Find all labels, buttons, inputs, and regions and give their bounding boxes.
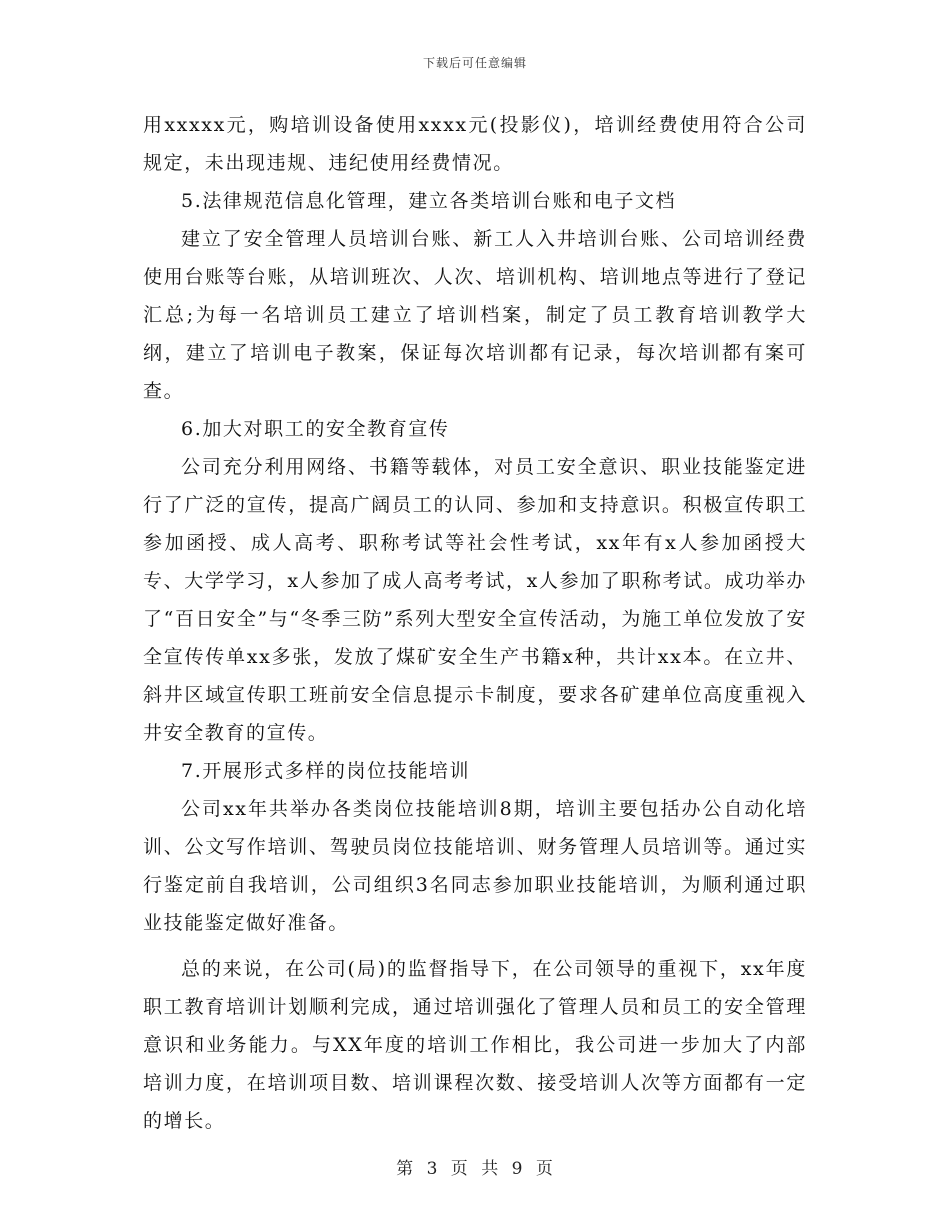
page-footer: 第 3 页 共 9 页 <box>396 1159 554 1179</box>
section-heading-5: 5.法律规范信息化管理，建立各类培训台账和电子文档 <box>181 190 677 212</box>
section-heading-7: 7.开展形式多样的岗位技能培训 <box>181 760 471 782</box>
document-body <box>143 106 807 1140</box>
paragraph-publicity: 公司充分利用网络、书籍等载体，对员工安全意识、职业技能鉴定进行了广泛的宣传，提高广阔员工的认同、参加和支持意识。积极宣传职工参加函授、成人高考、职称考试等社会性考试，xx年有x人参加函授大专、大学学习，x人参加了成人高考考试，x人参加了职称考试。成功举办了“百日安全”与“冬季三防”系列大型安全宣传活动，为施工单位发放了安全宣传传单xx多张，发放了煤矿安全生产书籍x种，共计xx本。在立井、斜井区域宣传职工班前安全信息提示卡制度，要求各矿建单位高度重视入井安全教育的宣传。 <box>143 456 807 744</box>
page-header: 下载后可任意编辑 <box>422 56 527 70</box>
paragraph-skills-training: 公司xx年共举办各类岗位技能培训8期，培训主要包括办公自动化培训、公文写作培训、驾驶员岗位技能培训、财务管理人员培训等。通过实行鉴定前自我培训，公司组织3名同志参加职业技能培训，为顺利通过职业技能鉴定做好准备。 <box>143 798 807 934</box>
section-heading-6: 6.加大对职工的安全教育宣传 <box>181 418 450 440</box>
paragraph-summary: 总的来说，在公司(局)的监督指导下，在公司领导的重视下，xx年度职工教育培训计划顺利完成，通过培训强化了管理人员和员工的安全管理意识和业务能力。与XX年度的培训工作相比，我公司进一步加大了内部培训力度，在培训项目数、培训课程次数、接受培训人次等方面都有一定的增长。 <box>143 958 807 1132</box>
paragraph-ledger: 建立了安全管理人员培训台账、新工人入井培训台账、公司培训经费使用台账等台账，从培训班次、人次、培训机构、培训地点等进行了登记汇总;为每一名培训员工建立了培训档案，制定了员工教育培训教学大纲，建立了培训电子教案，保证每次培训都有记录，每次培训都有案可查。 <box>143 228 807 402</box>
paragraph-expense: 用xxxxx元，购培训设备使用xxxx元(投影仪)，培训经费使用符合公司规定，未出现违规、违纪使用经费情况。 <box>143 114 807 174</box>
paragraph-gap <box>143 942 807 950</box>
